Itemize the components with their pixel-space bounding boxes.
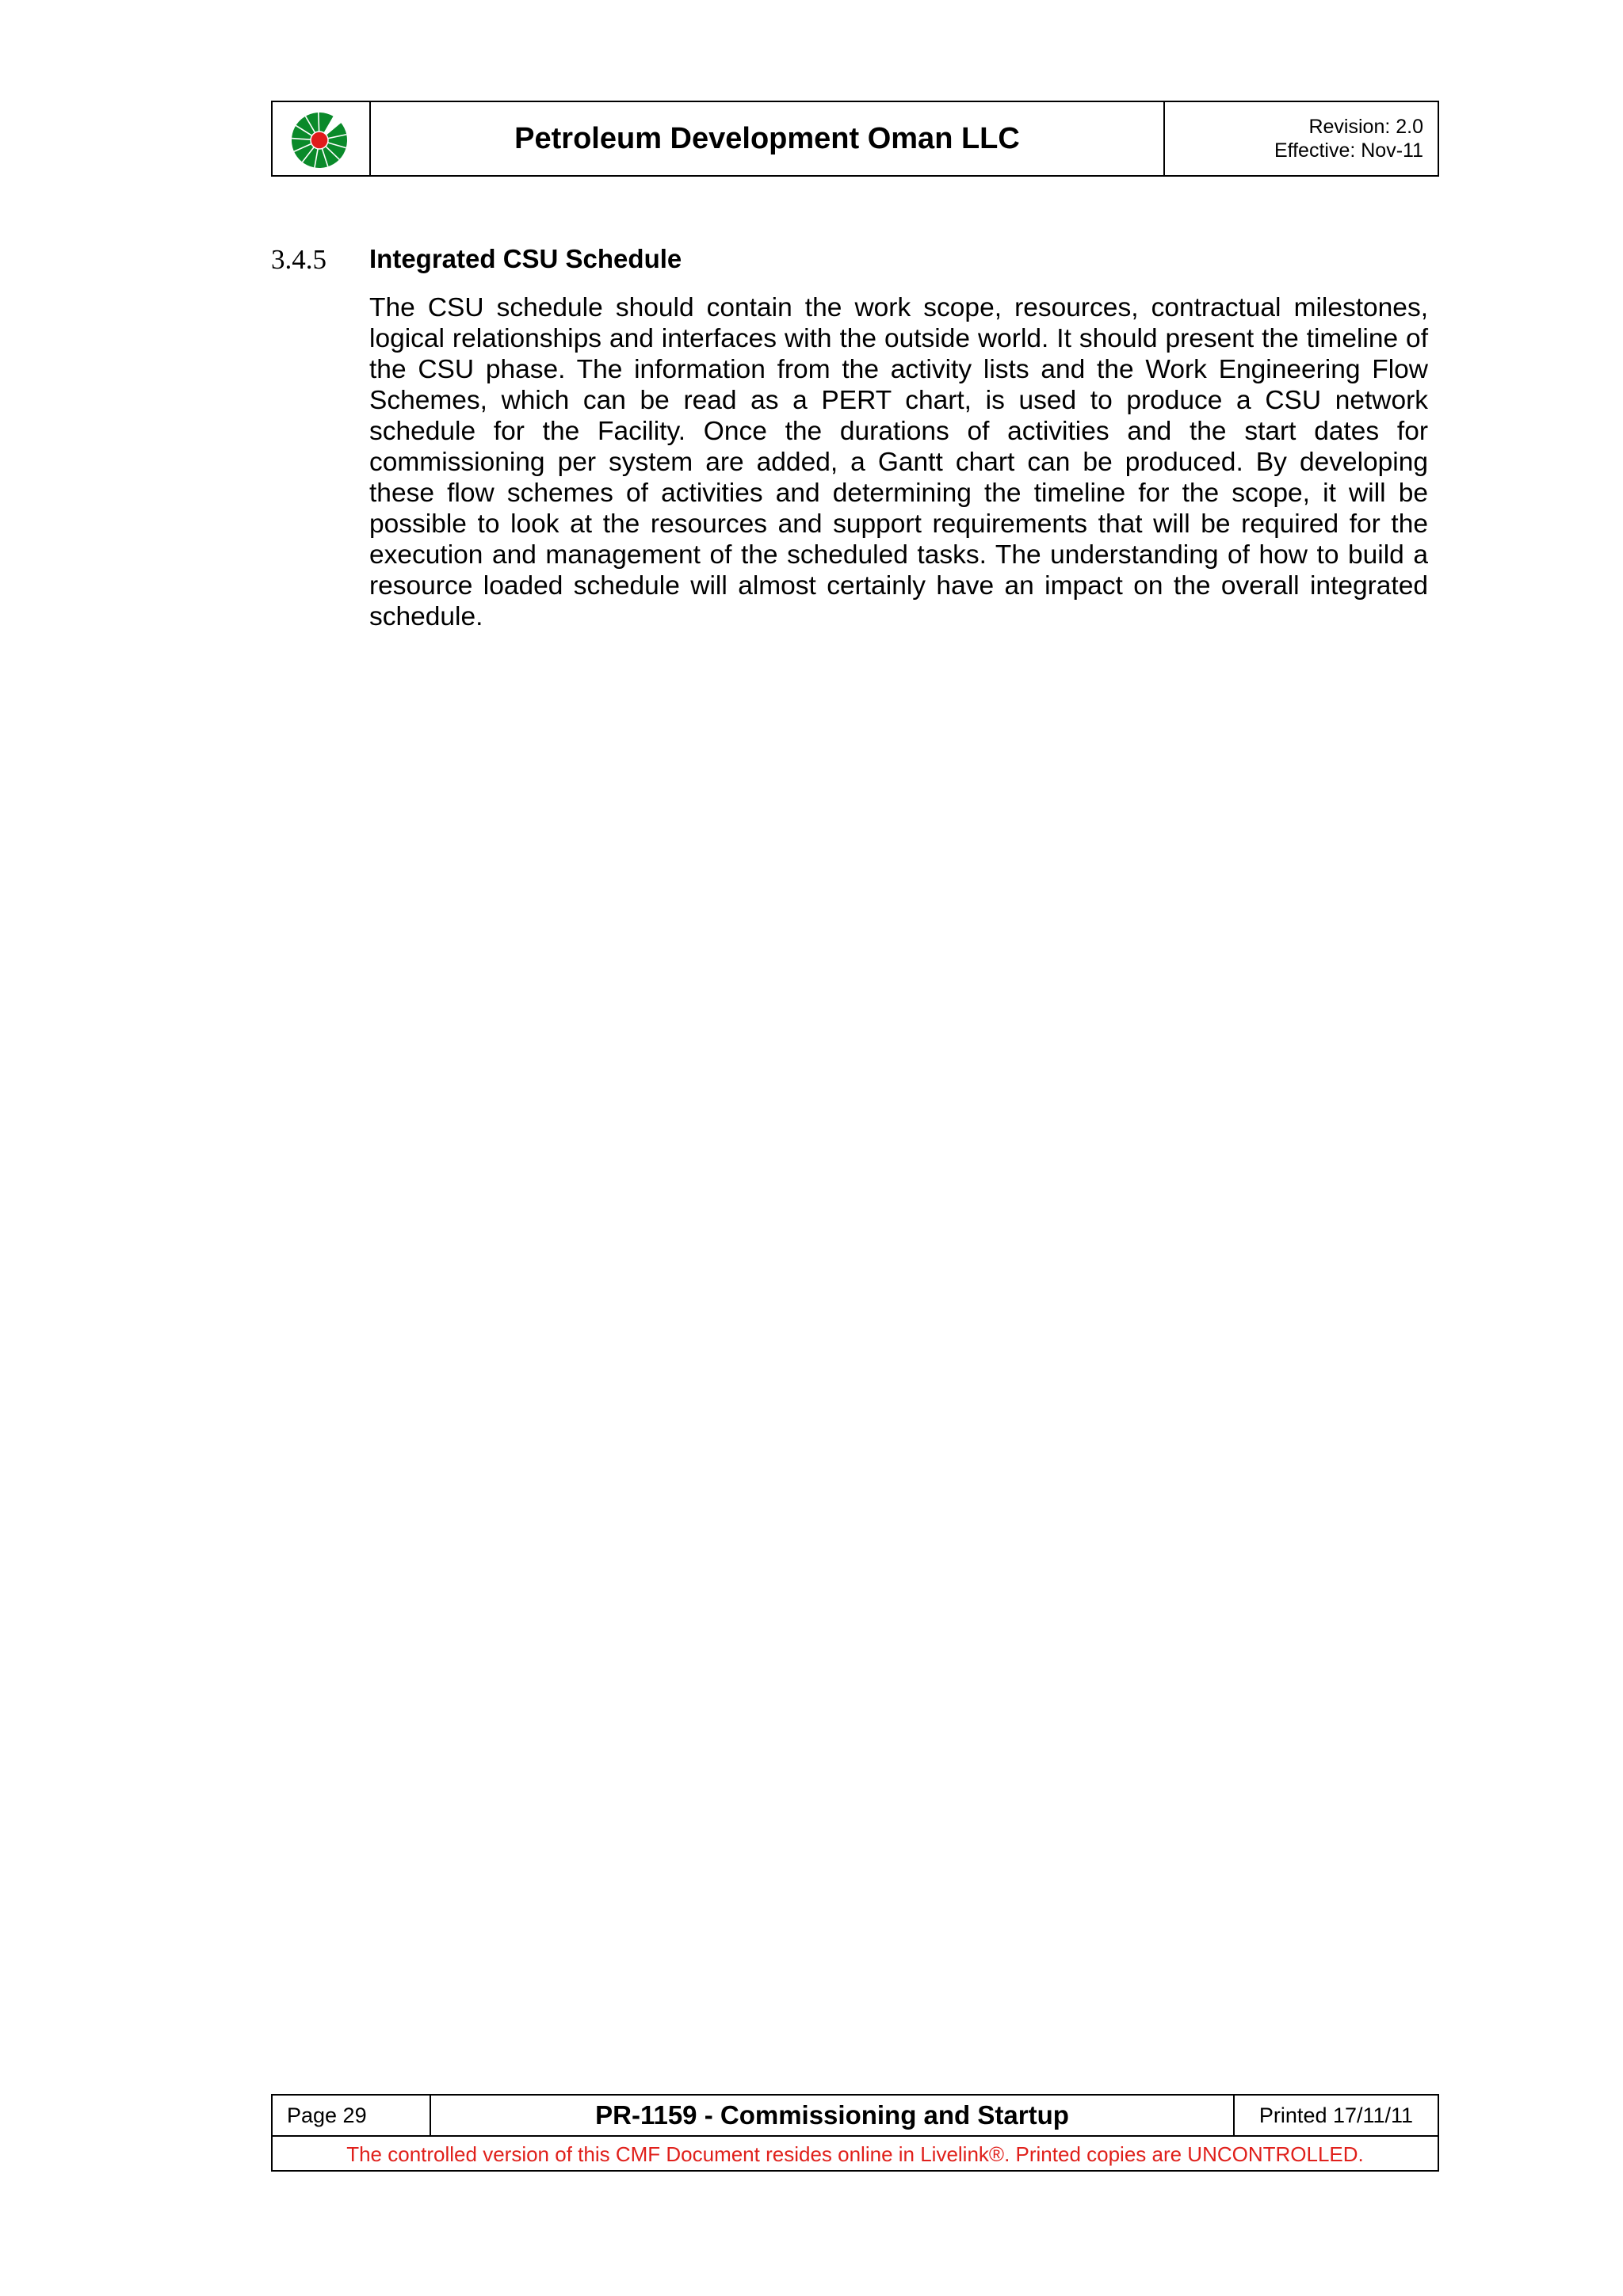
uncontrolled-notice: The controlled version of this CMF Document resides online in Livelink®. Printed copies are UNCONTROLLED.: [346, 2142, 1364, 2166]
printed-date: Printed 17/11/11: [1258, 2103, 1414, 2127]
page-footer: [271, 2094, 1439, 2172]
document-title: PR-1159 - Commissioning and Startup: [431, 2096, 1235, 2135]
revision-number: Revision: 2.0: [1308, 116, 1423, 138]
page-header: [271, 101, 1439, 177]
section-number: 3.4.5: [271, 244, 327, 275]
logo-cell: [273, 102, 371, 175]
effective-date: Effective: Nov-11: [1274, 139, 1423, 162]
body-paragraph: The CSU schedule should contain the work scope, resources, contractual milestones, logical relationships and interfaces with the outside world. It should present the timeline of the CSU phase. The information from the activity lists and the Work Engineering Flow Schemes, which can be read as a PERT chart, is used to produce a CSU network schedule for the Facility. Once the durations of activities and the start dates for commissioning per system are added, a Gantt chart can be produced. By developing these flow schemes of activities and determining the timeline for the scope, it will be possible to look at the resources and support requirements that will be required for the execution and management of the scheduled tasks. The understanding of how to build a resource loaded schedule will almost certainly have an impact on the overall integrated schedule.: [369, 293, 1428, 631]
page-number: Page 29: [273, 2096, 431, 2135]
pdo-logo-icon: [288, 109, 354, 169]
footer-info-row: [273, 2096, 1438, 2137]
revision-info: [1165, 102, 1438, 175]
section-heading: [271, 244, 1439, 276]
company-name: Petroleum Development Oman LLC: [371, 102, 1165, 175]
section-title: Integrated CSU Schedule: [369, 244, 682, 273]
